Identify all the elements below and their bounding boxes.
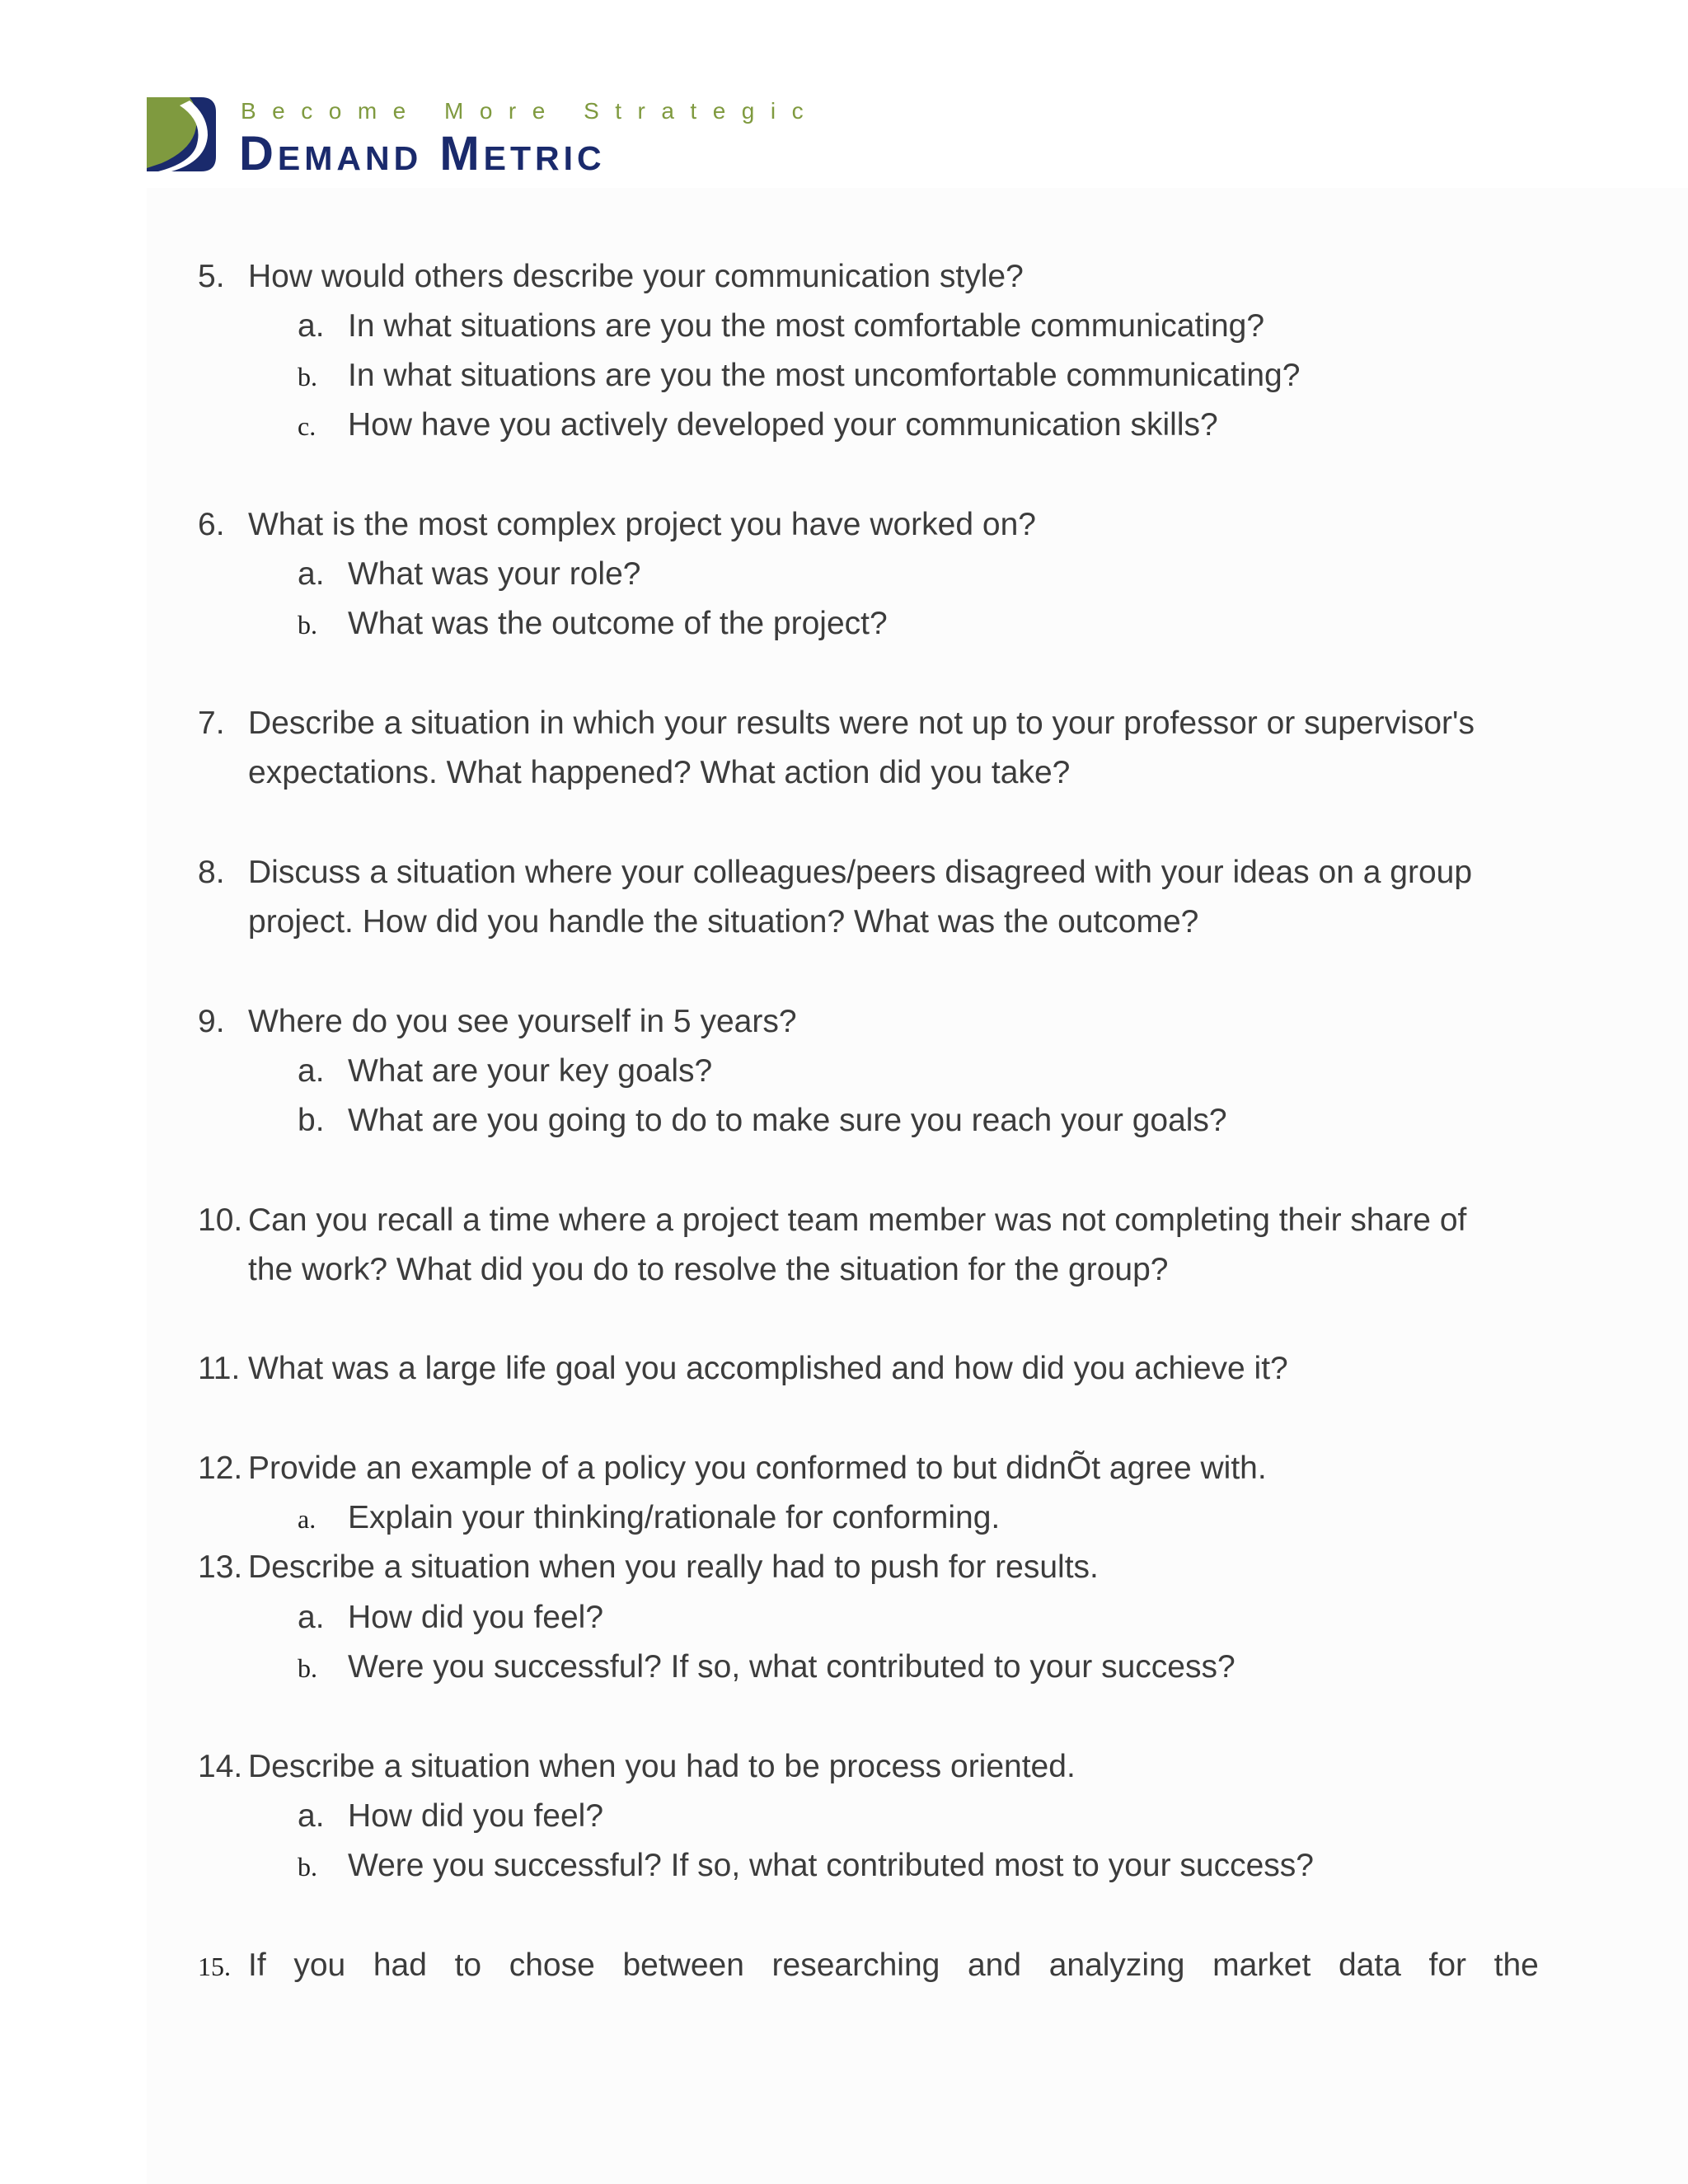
- question-text: Where do you see yourself in 5 years?: [248, 1004, 797, 1039]
- sub-question-text: How have you actively developed your communication skills?: [348, 407, 1218, 443]
- sub-question-text: How did you feel?: [348, 1600, 604, 1635]
- question-text-continued: the work? What did you do to resolve the situation for the group?: [248, 1252, 1169, 1287]
- question-word: market: [1212, 1947, 1311, 1983]
- sub-question-text: Were you successful? If so, what contributed to your success?: [348, 1649, 1236, 1685]
- sub-question-text: Explain your thinking/rationale for conforming.: [348, 1500, 1001, 1535]
- question-text: What is the most complex project you have worked on?: [248, 507, 1036, 542]
- sub-question-text: What are you going to do to make sure you reach your goals?: [348, 1103, 1227, 1138]
- question-text-continued: expectations. What happened? What action did you take?: [248, 755, 1071, 790]
- sub-letter: a.: [298, 1053, 325, 1089]
- question-word: had: [373, 1947, 427, 1983]
- question-number: 10.: [198, 1202, 243, 1238]
- sub-letter: a.: [298, 1504, 316, 1534]
- question-word: data: [1338, 1947, 1401, 1983]
- question-text: Can you recall a time where a project team member was not completing their share of: [248, 1202, 1467, 1238]
- sub-letter: b.: [298, 1852, 317, 1882]
- sub-letter: b.: [298, 362, 317, 391]
- logo-brand-name: Demand Metric: [239, 127, 606, 180]
- question-number: 9.: [198, 1004, 225, 1039]
- question-word: If: [248, 1947, 266, 1983]
- question-text: Describe a situation when you really had to push for results.: [248, 1549, 1099, 1585]
- sub-question-text: In what situations are you the most comfortable communicating?: [348, 308, 1265, 344]
- question-word: to: [454, 1947, 482, 1983]
- question-number: 15.: [198, 1952, 231, 1981]
- question-text-continued: project. How did you handle the situation? What was the outcome?: [248, 904, 1199, 940]
- sub-question-text: What are your key goals?: [348, 1053, 713, 1089]
- question-number: 5.: [198, 259, 225, 294]
- question-text: How would others describe your communication style?: [248, 259, 1024, 294]
- question-number: 8.: [198, 855, 225, 890]
- question-word: for: [1428, 1947, 1467, 1983]
- question-word: between: [622, 1947, 744, 1983]
- question-text: Describe a situation when you had to be process oriented.: [248, 1749, 1076, 1784]
- sub-question-text: In what situations are you the most uncomfortable communicating?: [348, 358, 1301, 393]
- question-number: 11.: [198, 1351, 241, 1386]
- sub-letter: a.: [298, 308, 325, 344]
- question-word: and: [967, 1947, 1022, 1983]
- question-text: Provide an example of a policy you conformed to but didnÕt agree with.: [248, 1451, 1267, 1486]
- question-number: 13.: [198, 1549, 243, 1585]
- question-text: Discuss a situation where your colleagues/peers disagreed with your ideas on a group: [248, 855, 1473, 890]
- sub-letter: a.: [298, 1600, 325, 1635]
- question-word: you: [293, 1947, 346, 1983]
- question-number: 6.: [198, 507, 225, 542]
- sub-letter: b.: [298, 1103, 325, 1138]
- question-word: analyzing: [1048, 1947, 1185, 1983]
- logo-tagline: Become More Strategic: [241, 98, 820, 124]
- sub-letter: a.: [298, 556, 325, 592]
- sub-question-text: What was the outcome of the project?: [348, 606, 888, 641]
- sub-letter: b.: [298, 610, 317, 640]
- sub-question-text: What was your role?: [348, 556, 641, 592]
- question-number: 14.: [198, 1749, 243, 1784]
- question-word: chose: [509, 1947, 595, 1983]
- question-word: researching: [771, 1947, 940, 1983]
- sub-letter: c.: [298, 411, 316, 441]
- sub-question-text: Were you successful? If so, what contributed most to your success?: [348, 1848, 1314, 1883]
- question-number: 7.: [198, 705, 225, 741]
- sub-question-text: How did you feel?: [348, 1798, 604, 1834]
- question-number: 12.: [198, 1451, 243, 1486]
- sub-letter: b.: [298, 1653, 317, 1683]
- question-text: [248, 1945, 1539, 1986]
- sub-letter: a.: [298, 1798, 325, 1834]
- question-text: Describe a situation in which your results were not up to your professor or supervisor's: [248, 705, 1475, 741]
- question-text: What was a large life goal you accomplished and how did you achieve it?: [248, 1351, 1288, 1386]
- question-word: the: [1493, 1947, 1539, 1983]
